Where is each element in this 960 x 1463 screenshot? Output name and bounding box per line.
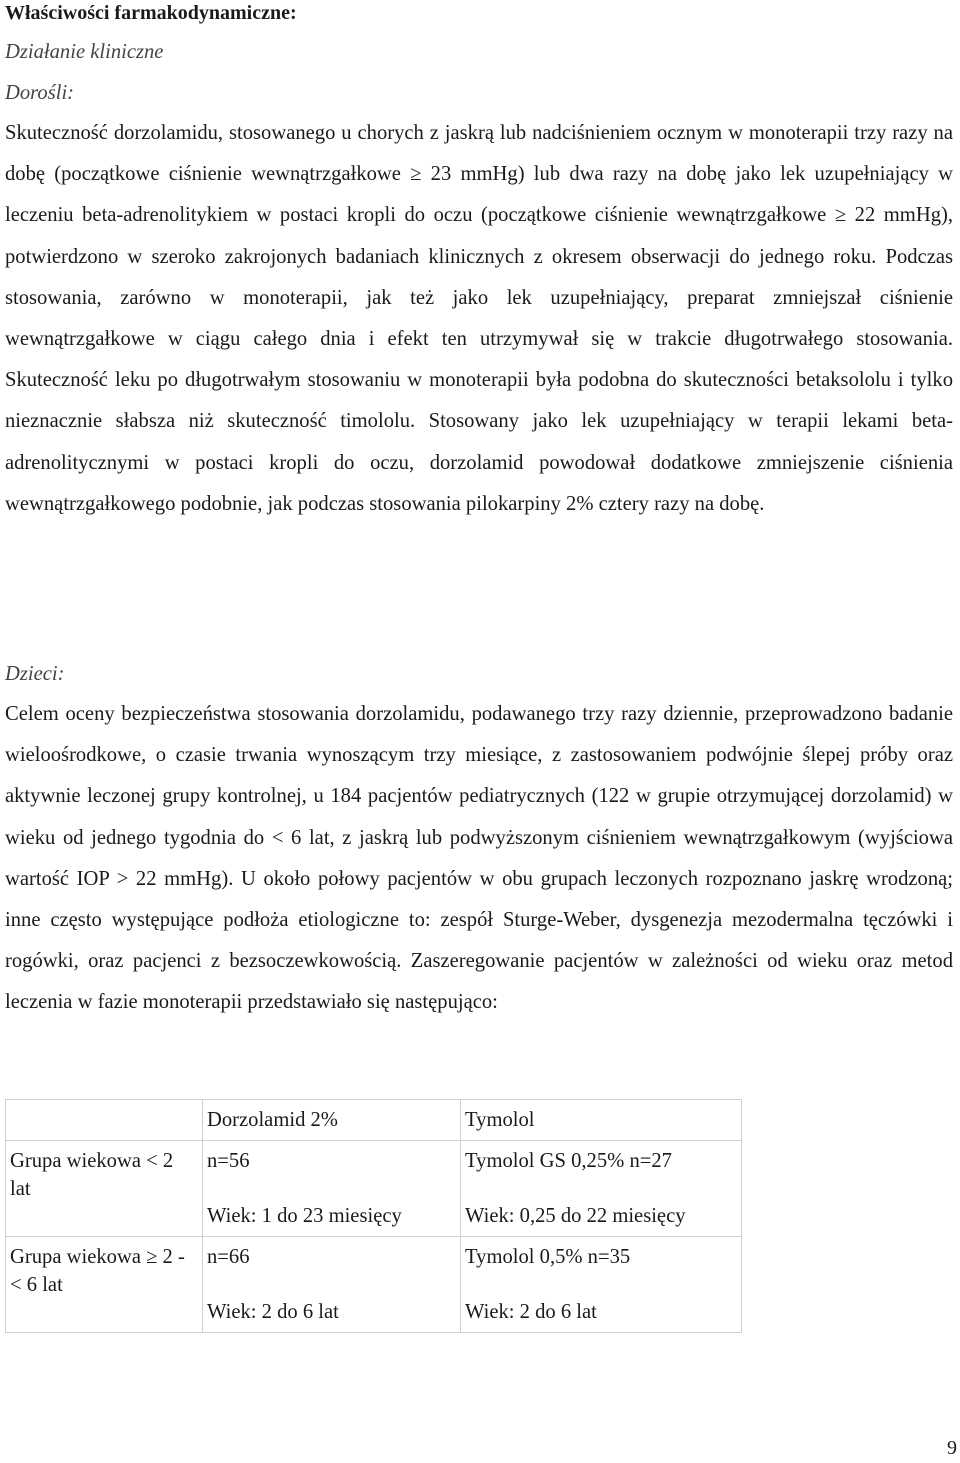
- row-timolol-cell: [461, 1237, 742, 1333]
- table-row: [6, 1237, 742, 1333]
- subheading-children: Dzieci:: [5, 663, 65, 685]
- children-paragraph-text: Celem oceny bezpieczeństwa stosowania dorzolamidu, podawanego trzy razy dziennie, przeprowadzono badanie wieloośrodkowe, o czasie trwania wynoszącym trzy miesiące, z zastosowaniem podwójnie ślepej próby oraz aktywnie leczonej grupy kontrolnej, u 184 pacjentów pediatrycznych (122 w grupie otrzymującej dorzolamid) w wieku od jednego tygodnia do < 6 lat, z jaskrą lub podwyższonym ciśnieniem wewnątrzgałkowym (wyjściowa wartość IOP > 22 mmHg). U około połowy pacjentów w obu grupach leczonych rozpoznano jaskrę wrodzoną; inne często występujące podłoża etiologiczne to: zespół Sturge-Weber, dysgenezja mezodermalna tęczówki i rogówki, oraz pacjenci z bezsoczewkowością. Zaszeregowanie pacjentów w zależności od wieku oraz metod leczenia w fazie monoterapii przedstawiało się następująco:: [5, 703, 953, 1014]
- header-cell-timolol: [461, 1100, 742, 1141]
- row-dorzolamide-cell: [203, 1237, 461, 1333]
- row-dorzolamide-cell: [203, 1141, 461, 1237]
- section-heading: Właściwości farmakodynamiczne:: [5, 2, 297, 24]
- table-row: [6, 1141, 742, 1237]
- age-group-table: [5, 1099, 742, 1333]
- timolol-count: Tymolol 0,5% n=35: [465, 1246, 631, 1268]
- row-age-label: Grupa wiekowa < 2 lat: [10, 1150, 174, 1200]
- dorzolamide-count: n=56: [207, 1150, 250, 1172]
- header-timolol-label: Tymolol: [465, 1109, 535, 1131]
- row-age-cell: [6, 1141, 203, 1237]
- header-dorzolamide-label: Dorzolamid 2%: [207, 1109, 338, 1131]
- row-age-label: Grupa wiekowa ≥ 2 - < 6 lat: [10, 1246, 185, 1296]
- dorzolamide-count: n=66: [207, 1246, 250, 1268]
- timolol-age-range: Wiek: 0,25 do 22 miesięcy: [465, 1205, 686, 1227]
- subheading-adults: Dorośli:: [5, 82, 75, 104]
- adults-paragraph: [5, 113, 953, 525]
- adults-paragraph-text: Skuteczność dorzolamidu, stosowanego u chorych z jaskrą lub nadciśnieniem ocznym w monoterapii trzy razy na dobę (początkowe ciśnienie wewnątrzgałkowe ≥ 23 mmHg) lub dwa razy na dobę jako lek uzupełniający w leczeniu beta-adrenolitykiem w postaci kropli do oczu (początkowe ciśnienie wewnątrzgałkowe ≥ 22 mmHg), potwierdzono w szeroko zakrojonych badaniach klinicznych z okresem obserwacji do jednego roku. Podczas stosowania, zarówno w monoterapii, jak też jako lek uzupełniający, preparat zmniejszał ciśnienie wewnątrzgałkowe w ciągu całego dnia i efekt ten utrzymywał się w trakcie długotrwałego stosowania. Skuteczność leku po długotrwałym stosowaniu w monoterapii była podobna do skuteczności betaksololu i tylko nieznacznie słabsza niż skuteczność timololu. Stosowany jako lek uzupełniający w terapii lekami beta-adrenolitycznymi w postaci kropli do oczu, dorzolamid powodował dodatkowe zmniejszenie ciśnienia wewnątrzgałkowego podobnie, jak podczas stosowania pilokarpiny 2% cztery razy na dobę.: [5, 122, 953, 515]
- table-header-row: [6, 1100, 742, 1141]
- dorzolamide-age-range: Wiek: 1 do 23 miesięcy: [207, 1205, 402, 1227]
- timolol-count: Tymolol GS 0,25% n=27: [465, 1150, 672, 1172]
- timolol-age-range: Wiek: 2 do 6 lat: [465, 1301, 597, 1323]
- row-age-cell: [6, 1237, 203, 1333]
- header-cell-dorzolamide: [203, 1100, 461, 1141]
- page-number: 9: [947, 1437, 957, 1459]
- subheading-clinical-action: Działanie kliniczne: [5, 41, 164, 63]
- header-cell-age: [6, 1100, 203, 1141]
- row-timolol-cell: [461, 1141, 742, 1237]
- children-paragraph: [5, 694, 953, 1024]
- dorzolamide-age-range: Wiek: 2 do 6 lat: [207, 1301, 339, 1323]
